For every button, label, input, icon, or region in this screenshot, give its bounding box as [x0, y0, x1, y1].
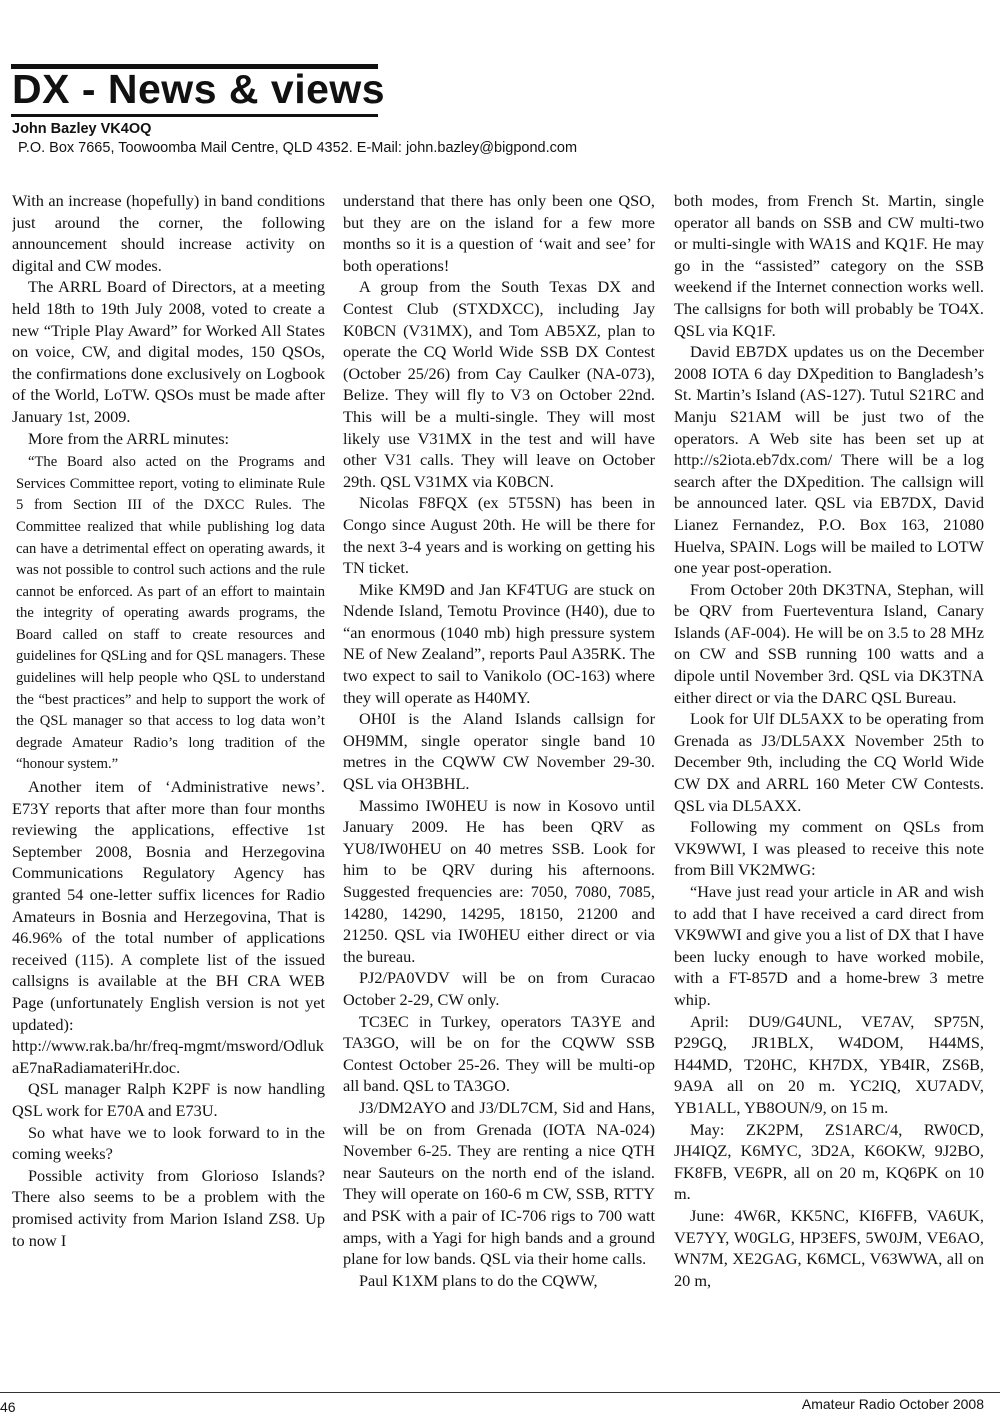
publication-footer: Amateur Radio October 2008: [801, 1396, 984, 1412]
paragraph: understand that there has only been one QSO, but they are on the island for a few more months so it is a question of ‘wait and see’ for both operations!: [343, 191, 655, 275]
paragraph: More from the ARRL minutes:: [28, 428, 230, 448]
paragraph: Following my comment on QSLs from VK9WWI, I was pleased to receive this note from Bill VK2MWG:: [674, 817, 984, 880]
paragraph: June: 4W6R, KK5NC, KI6FFB, VA6UK, VE7YY, W0GLG, HP3EFS, 5W0JM, VE6AO, WN7M, XE2GAG, K6MCL, V63WWA, all on 20 m,: [674, 1205, 984, 1290]
paragraph: Look for Ulf DL5AXX to be operating from Grenada as J3/DL5AXX November 25th to December 9th, including the CQ World Wide CW DX and ARRL 160 Meter CW Contests. QSL via DL5AXX.: [674, 709, 984, 815]
paragraph: Another item of ‘Administrative news’. E73Y reports that after more than four months reviewing the applications, effective 1st September 2008, Bosnia and Herzegovina Communications Regulatory Agency has granted 54 one-letter suffix licences for Radio Amateurs in Bosnia and Herzegovina, That is 46.96% of the total number of applications received (115). A complete list of the issued callsigns is available at the BH CRA WEB Page (unfortunately English version is not yet updated):: [12, 777, 325, 1034]
paragraph: David EB7DX updates us on the December 2008 IOTA 6 day DXpedition to Bangladesh’s St. Martin’s Island (AS-127). Tutul S21RC and Manju S21AM will be just two of the operators. A Web site has been set up at http://s2iota.eb7dx.com/ There will be a log search after the DXpedition. The callsign will be announced later. QSL via EB7DX, David Lianez Fernandez, P.O. Box 163, 21080 Huelva, SPAIN. Logs will be mailed to LOTW one year post-operation.: [674, 342, 984, 578]
block-quote: “The Board also acted on the Programs and Services Committee report, voting to eliminate Rule 5 from Section III of the DXCC Rules. The Committee realized that while publishing log data can have a detrimental effect on operating awards, it was not possible to control such actions and the rule cannot be enforced. As part of an effort to maintain the integrity of operating awards programs, the Board called on staff to create resources and guidelines for QSLing and for QSL managers. These guidelines will help people who QSL to understand the “best practices” and help to support the work of the QSL manager so that access to log data won’t degrade Amateur Radio’s long tradition of the “honour system.”: [16, 454, 325, 773]
url-text: http://www.rak.ba/hr/freq-mgmt/msword/OdlukaE7naRadiamateriHr.doc.: [12, 1036, 324, 1077]
paragraph: Mike KM9D and Jan KF4TUG are stuck on Ndende Island, Temotu Province (H40), due to “an enormous (1040 mb) high pressure system NE of New Zealand”, reports Paul A35RK. The two expect to sail to Vanikolo (OC-163) where they will operate as H40MY.: [343, 579, 655, 707]
column-1: [12, 190, 325, 1392]
paragraph: The ARRL Board of Directors, at a meeting held 18th to 19th July 2008, voted to create a new “Triple Play Award” for Worked All States on voice, CW, and digital modes, 150 QSOs, the confirmations done exclusively on Logbook of the World, LoTW. QSOs must be made after January 1st, 2009.: [12, 277, 325, 426]
paragraph: A group from the South Texas DX and Contest Club (STXDXCC), including Jay K0BCN (V31MX), and Tom AB5XZ, plan to operate the CQ World Wide SSB DX Contest (October 25/26) from Cay Caulker (NA-073), Belize. They will fly to V3 on October 22nd. This will be a multi-single. They will most likely use V31MX in the test and will have other V31 calls. They will leave on October 29th. QSL V31MX via K0BCN.: [343, 277, 655, 491]
paragraph: Nicolas F8FQX (ex 5T5SN) has been in Congo since August 20th. He will be there for the next 3-4 years and is working on getting his TN ticket.: [343, 493, 655, 578]
column-3: [674, 190, 984, 1392]
paragraph: both modes, from French St. Martin, single operator all bands on SSB and CW multi-two or multi-single with WA1S and KQ1F. He may go in the “assisted” category on the SSB weekend if the Internet connection works well. The callsigns for both will probably be TO4X. QSL via KQ1F.: [674, 191, 984, 340]
paragraph: With an increase (hopefully) in band conditions just around the corner, the following announcement should increase activity on digital and CW modes.: [12, 191, 325, 275]
paragraph: TC3EC in Turkey, operators TA3YE and TA3GO, will be on for the CQWW SSB Contest October 25-26. They will be multi-op all band. QSL to TA3GO.: [343, 1011, 655, 1096]
page-number: 46: [0, 1399, 16, 1415]
paragraph: So what have we to look forward to in the coming weeks?: [12, 1122, 325, 1164]
paragraph: May: ZK2PM, ZS1ARC/4, RW0CD, JH4IQZ, K6MYC, 3D2A, K6OKW, 9J2BO, FK8FB, VE6PR, all on 20 m, KQ6PK on 10 m.: [674, 1119, 984, 1204]
paragraph: Possible activity from Glorioso Islands? There also seems to be a problem with the promised activity from Marion Island ZS8. Up to now I: [12, 1165, 325, 1250]
paragraph: OH0I is the Aland Islands callsign for OH9MM, single operator single band 10 metres in the CQWW CW November 29-30. QSL via OH3BHL.: [343, 709, 655, 794]
paragraph: From October 20th DK3TNA, Stephan, will be QRV from Fuerteventura Island, Canary Islands (AF-004). He will be on 3.5 to 28 MHz on CW and SSB running 100 watts and a dipole until November 3rd. QSL via DK3TNA either direct or via the DARC QSL Bureau.: [674, 579, 984, 707]
paragraph: “Have just read your article in AR and wish to add that I have received a card direct from VK9WWI and give you a list of DX that I have been lucky enough to have worked mobile, with a FT-857D and a home-brew 3 metre whip.: [674, 882, 984, 1009]
paragraph: QSL manager Ralph K2PF is now handling QSL work for E70A and E73U.: [12, 1079, 325, 1120]
paragraph: Massimo IW0HEU is now in Kosovo until January 2009. He has been QRV as YU8/IW0HEU on 40 metres SSB. Look for him to be QRV during his afternoons. Suggested frequencies are: 7050, 7080, 7085, 14280, 14290, 14295, 18150, 21200 and 21250. QSL via IW0HEU either direct or via the bureau.: [343, 795, 655, 966]
author-name: John Bazley VK4OQ: [12, 121, 152, 137]
footer-rule: [0, 1392, 1000, 1393]
paragraph: J3/DM2AYO and J3/DL7CM, Sid and Hans, will be on from Grenada (IOTA NA-024) November 6-25. They are renting a nice QTH near Sauteurs on the north end of the island. They will operate on 160-6 m CW, SSB, RTTY and PSK with a pair of IC-706 rigs to 700 watt amps, with a Yagi for high bands and a ground plane for low bands. QSL via their home calls.: [343, 1097, 655, 1269]
paragraph: April: DU9/G4UNL, VE7AV, SP75N, P29GQ, JR1BLX, W4DOM, H44MS, H44MD, T20HC, KH7DX, YB4IR, ZS6B, 9A9A all on 20 m. YC2IQ, XU7ADV, YB1ALL, YB8OUN/9, on 15 m.: [674, 1011, 984, 1117]
page-title: DX - News & views: [12, 66, 386, 112]
author-address: P.O. Box 7665, Toowoomba Mail Centre, QLD 4352. E-Mail: john.bazley@bigpond.com: [18, 140, 578, 156]
title-rule: [11, 114, 378, 117]
paragraph: PJ2/PA0VDV will be on from Curacao October 2-29, CW only.: [343, 968, 655, 1009]
column-2: [343, 190, 655, 1392]
paragraph: Paul K1XM plans to do the CQWW,: [359, 1270, 598, 1290]
